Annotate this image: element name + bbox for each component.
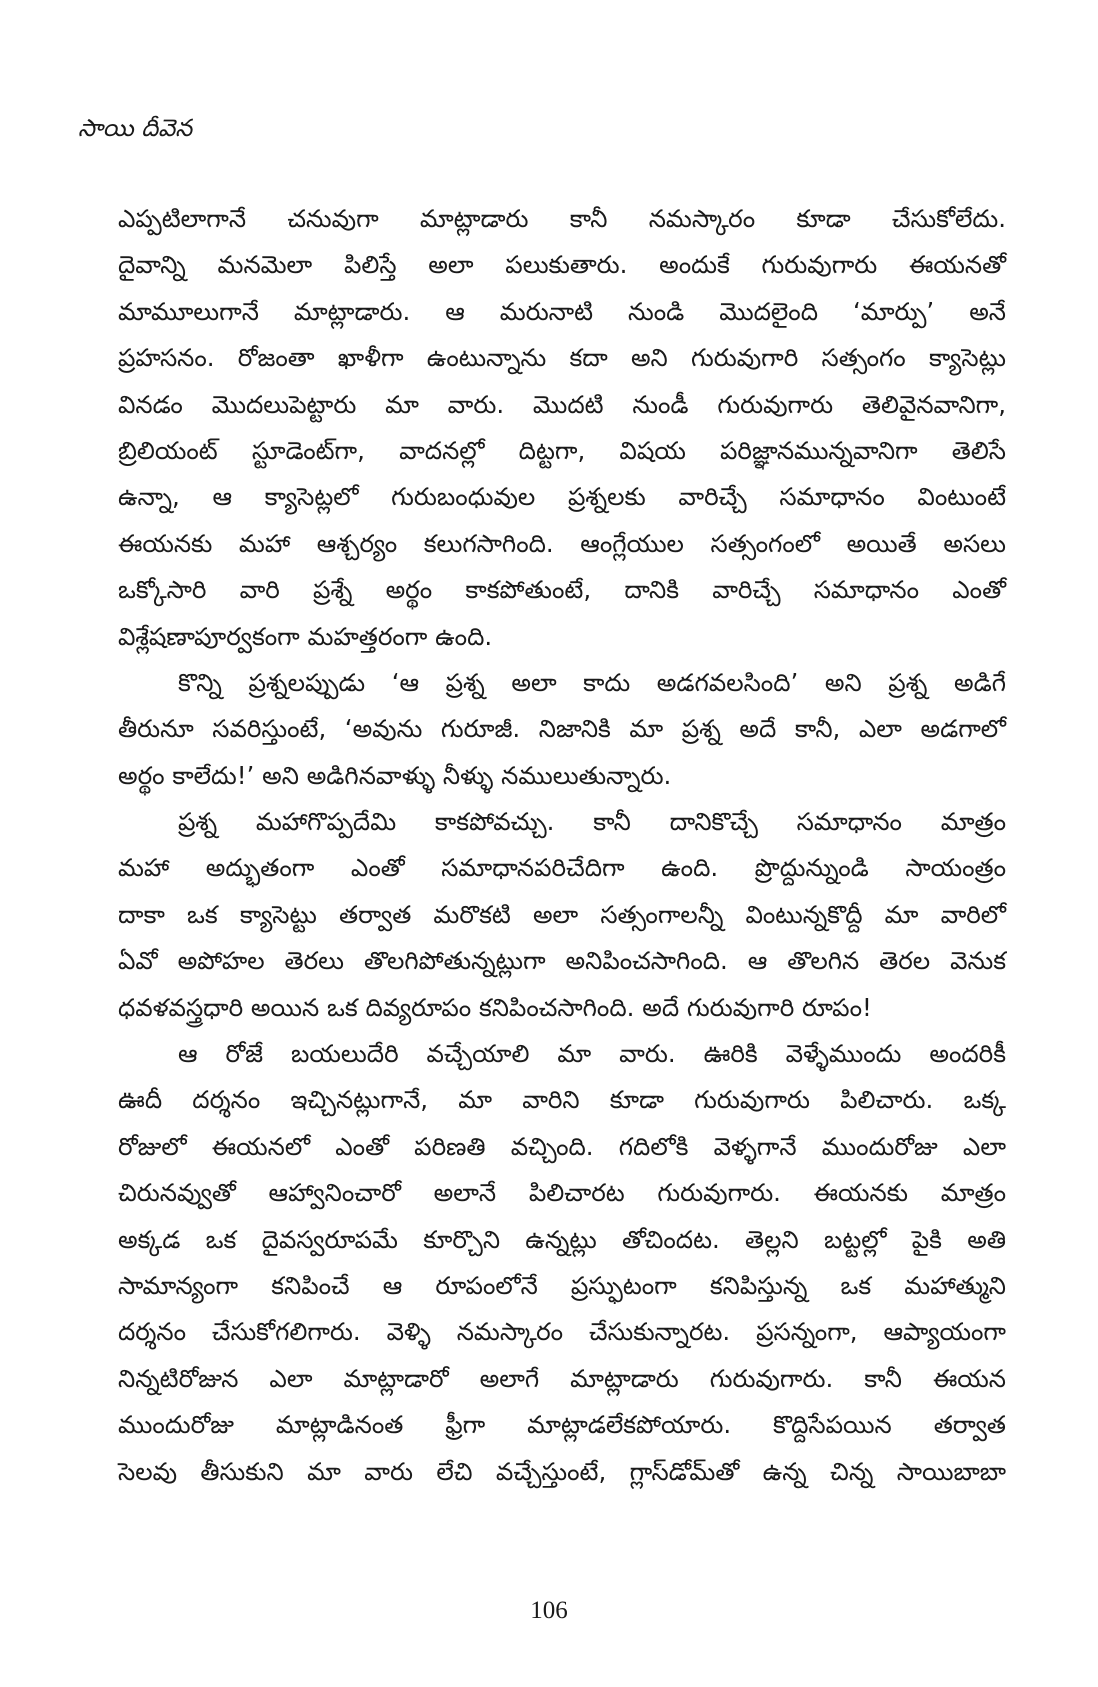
paragraph bbox=[118, 799, 1006, 1031]
text-line: మహా అద్భుతంగా ఎంతో సమాధానపరిచేదిగా ఉంది. ప్రొద్దున్నుండి సాయంత్రం bbox=[118, 853, 1006, 883]
text-line: కొన్ని ప్రశ్నలప్పుడు ‘ఆ ప్రశ్న అలా కాదు అడగవలసింది’ అని ప్రశ్న అడిగే bbox=[178, 667, 1006, 697]
body-text bbox=[118, 196, 1006, 1495]
text-line: సామాన్యంగా కనిపించే ఆ రూపంలోనే ప్రస్ఫుటంగా కనిపిస్తున్న ఒక మహాత్ముని bbox=[118, 1270, 1006, 1300]
text-line: దాకా ఒక క్యాసెట్టు తర్వాత మరొకటి అలా సత్సంగాలన్నీ వింటున్నకొద్దీ మా వారిలో bbox=[118, 899, 1006, 929]
text-line: చిరునవ్వుతో ఆహ్వానించారో అలానే పిలిచారట గురువుగారు. ఈయనకు మాత్రం bbox=[118, 1178, 1006, 1208]
text-line: ఈయనకు మహా ఆశ్చర్యం కలుగసాగింది. ఆంగ్లేయుల సత్సంగంలో అయితే అసలు bbox=[118, 528, 1006, 558]
text-line: బ్రిలియంట్ స్టూడెంట్‌గా, వాదనల్లో దిట్టగా, విషయ పరిజ్ఞానమున్నవానిగా తెలిసే bbox=[118, 435, 1006, 465]
text-line: తీరునూ సవరిస్తుంటే, ‘అవును గురూజీ. నిజానికి మా ప్రశ్న అదే కానీ, ఎలా అడగాలో bbox=[118, 714, 1006, 744]
text-line: అర్థం కాలేదు!’ అని అడిగినవాళ్ళు నీళ్ళు నములుతున్నారు. bbox=[118, 760, 672, 790]
text-line: మామూలుగానే మాట్లాడారు. ఆ మరునాటి నుండి మొదలైంది ‘మార్పు’ అనే bbox=[118, 296, 1006, 326]
text-line: నిన్నటిరోజున ఎలా మాట్లాడారో అలాగే మాట్లాడారు గురువుగారు. కానీ ఈయన bbox=[118, 1363, 1006, 1393]
text-line: విశ్లేషణాపూర్వకంగా మహత్తరంగా ఉంది. bbox=[118, 621, 493, 651]
text-line: రోజులో ఈయనలో ఎంతో పరిణతి వచ్చింది. గదిలోకి వెళ్ళగానే ముందురోజు ఎలా bbox=[118, 1131, 1006, 1161]
paragraph bbox=[118, 196, 1006, 660]
running-header-title: సాయి దీవెన bbox=[78, 114, 193, 142]
text-line: ఆ రోజే బయలుదేరి వచ్చేయాలి మా వారు. ఊరికి వెళ్ళేముందు అందరికీ bbox=[178, 1039, 1006, 1069]
text-line: ప్రశ్న మహాగొప్పదేమి కాకపోవచ్చు. కానీ దానికొచ్చే సమాధానం మాత్రం bbox=[178, 807, 1006, 837]
text-line: అక్కడ ఒక దైవస్వరూపమే కూర్చొని ఉన్నట్లు తోచిందట. తెల్లని బట్టల్లో పైకి అతి bbox=[118, 1224, 1006, 1254]
text-line: దర్శనం చేసుకోగలిగారు. వెళ్ళి నమస్కారం చేసుకున్నారట. ప్రసన్నంగా, ఆప్యాయంగా bbox=[118, 1317, 1006, 1347]
text-line: ఏవో అపోహల తెరలు తొలగిపోతున్నట్లుగా అనిపించసాగింది. ఆ తొలగిన తెరల వెనుక bbox=[118, 946, 1006, 976]
paragraph bbox=[118, 660, 1006, 799]
page-number: 106 bbox=[530, 1597, 568, 1624]
text-line: ఉన్నా, ఆ క్యాసెట్లలో గురుబంధువుల ప్రశ్నలకు వారిచ్చే సమాధానం వింటుంటే bbox=[118, 482, 1006, 512]
text-line: ఒక్కోసారి వారి ప్రశ్నే అర్థం కాకపోతుంటే, దానికి వారిచ్చే సమాధానం ఎంతో bbox=[118, 575, 1006, 605]
text-line: దైవాన్ని మనమెలా పిలిస్తే అలా పలుకుతారు. అందుకే గురువుగారు ఈయనతో bbox=[118, 250, 1006, 280]
text-line: ఊదీ దర్శనం ఇచ్చినట్లుగానే, మా వారిని కూడా గురువుగారు పిలిచారు. ఒక్క bbox=[118, 1085, 1006, 1115]
text-line: ప్రహసనం. రోజంతా ఖాళీగా ఉంటున్నాను కదా అని గురువుగారి సత్సంగం క్యాసెట్లు bbox=[118, 343, 1006, 373]
paragraph bbox=[118, 1031, 1006, 1495]
text-line: ముందురోజు మాట్లాడినంత ఫ్రీగా మాట్లాడలేకపోయారు. కొద్దిసేపయిన తర్వాత bbox=[118, 1410, 1006, 1440]
text-line: వినడం మొదలుపెట్టారు మా వారు. మొదటి నుండీ గురువుగారు తెలివైనవానిగా, bbox=[118, 389, 1006, 419]
text-line: సెలవు తీసుకుని మా వారు లేచి వచ్చేస్తుంటే, గ్లాస్‌డోమ్‌తో ఉన్న చిన్న సాయిబాబా bbox=[118, 1456, 1006, 1486]
text-line: ఎప్పటిలాగానే చనువుగా మాట్లాడారు కానీ నమస్కారం కూడా చేసుకోలేదు. bbox=[118, 204, 1006, 233]
text-line: ధవళవస్త్రధారి అయిన ఒక దివ్యరూపం కనిపించసాగింది. అదే గురువుగారి రూపం! bbox=[118, 992, 872, 1022]
